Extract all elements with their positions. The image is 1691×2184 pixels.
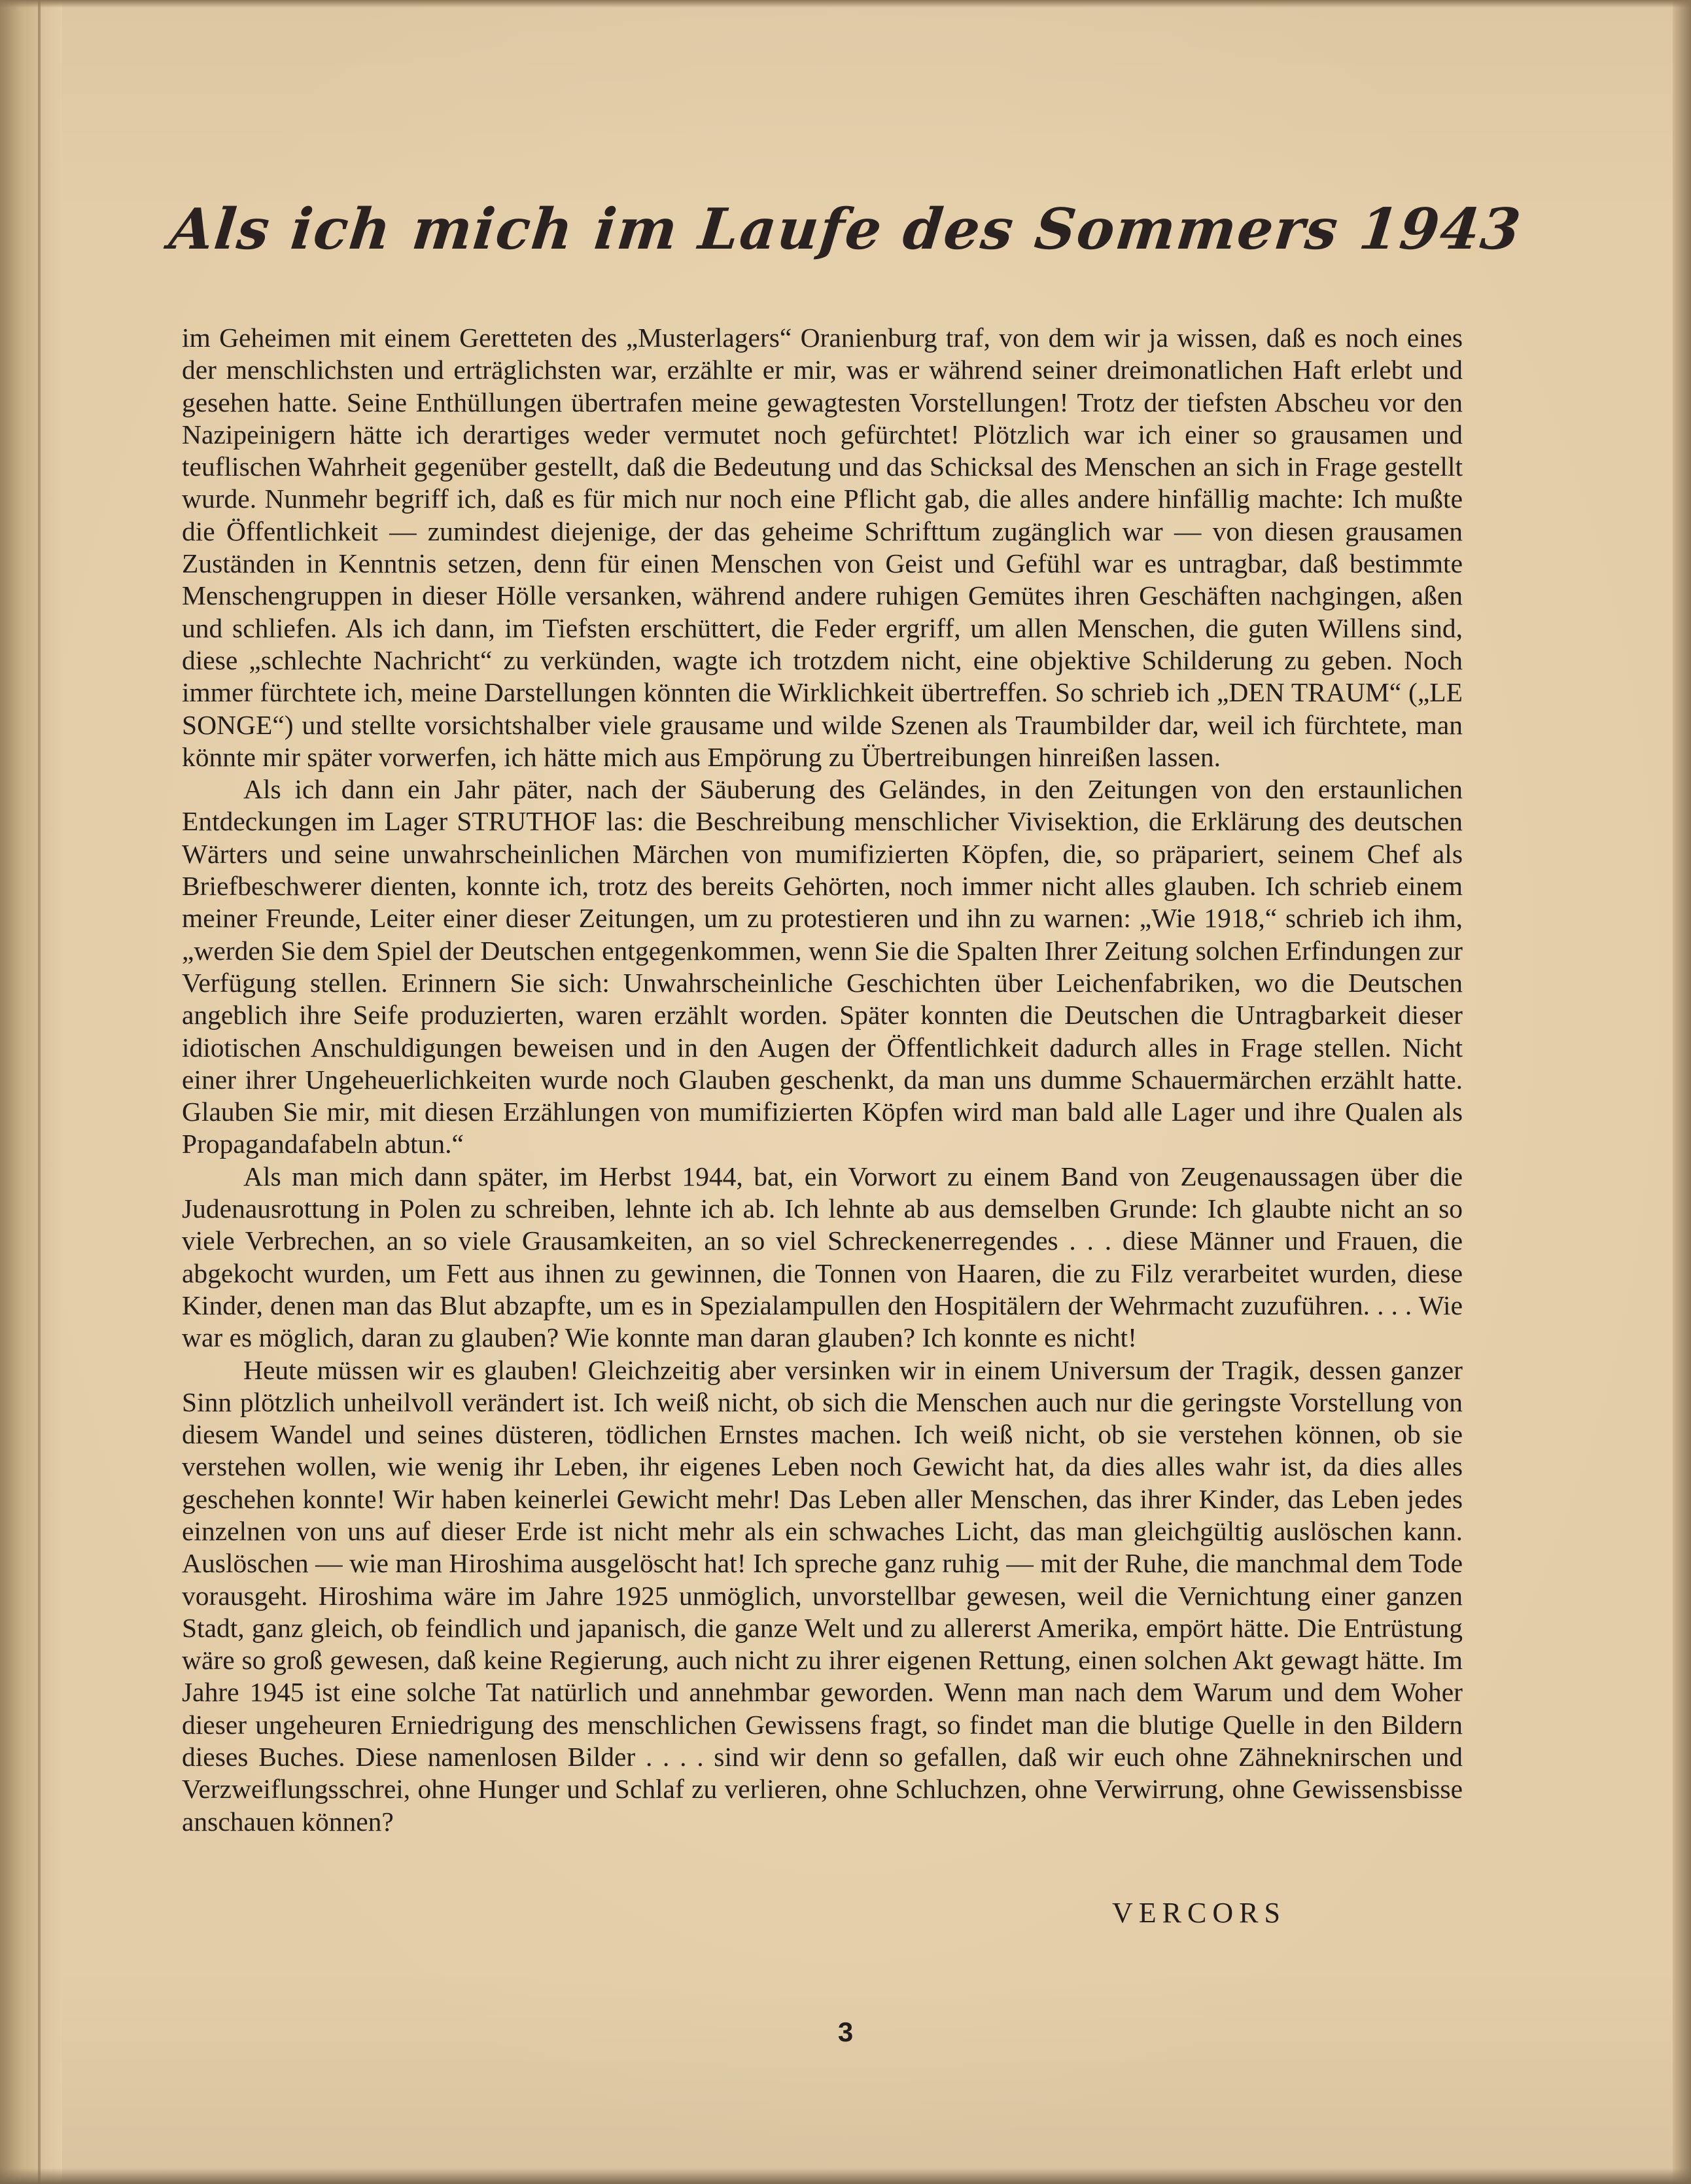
page-number: 3 [837,2017,854,2047]
page-top-edge [0,0,1691,8]
book-spine-shadow [0,0,62,2184]
paragraph-1: im Geheimen mit einem Geretteten des „Musterlagers“ Oranienburg traf, von dem wir ja wissen, daß es noch eines der menschlichsten und erträglichsten war, erzählte er mir, was er während seiner dreimonatlichen Haft erlebt und gesehen hatte. Seine Enthüllungen übertrafen meine gewagtesten Vorstellungen! Trotz der tiefsten Abscheu vor den Nazipeinigern hätte ich derartiges weder vermutet noch gefürchtet! Plötzlich war ich einer so grausamen und teuflischen Wahrheit gegenüber gestellt, daß die Bedeutung und das Schicksal des Menschen an sich in Frage gestellt wurde. Nunmehr begriff ich, daß es für mich nur noch eine Pflicht gab, die alles andere hinfällig machte: Ich mußte die Öffentlichkeit — zumindest diejenige, der das geheime Schrifttum zugänglich war — von diesen grausamen Zuständen in Kenntnis setzen, denn für einen Menschen von Geist und Gefühl war es untragbar, daß bestimmte Menschengruppen in dieser Hölle versanken, während andere ruhigen Gemütes ihren Geschäften nachgingen, aßen und schliefen. Als ich dann, im Tiefsten erschüttert, die Feder ergriff, um allen Menschen, die guten Willens sind, diese „schlechte Nachricht“ zu verkünden, wagte ich trotzdem nicht, eine objektive Schilderung zu geben. Noch immer fürchtete ich, meine Darstellungen könnten die Wirklichkeit übertreffen. So schrieb ich „DEN TRAUM“ („LE SONGE“) und stellte vorsichtshalber viele grausame und wilde Szenen als Traumbilder dar, weil ich fürchtete, man könnte mir später vorwerfen, ich hätte mich aus Empörung zu Übertreibungen hinreißen lassen. [182,323,1463,772]
binding-fold [38,0,41,2184]
page-right-edge [1673,0,1691,2184]
author-signature: VERCORS [1112,1897,1286,1929]
page-title: Als ich mich im Laufe des Sommers 1943 [166,196,1525,262]
body-text [182,322,1463,1838]
paragraph-3: Als man mich dann später, im Herbst 1944, bat, ein Vorwort zu einem Band von Zeugenaussagen über die Judenausrottung in Polen zu schreiben, lehnte ich ab. Ich lehnte ab aus demselben Grunde: Ich glaubte nicht an so viele Verbrechen, an so viele Grausamkeiten, an so viel Schreckenerregendes . . . diese Männer und Frauen, die abgekocht wurden, um Fett aus ihnen zu gewinnen, die Tonnen von Haaren, die zu Filz verarbeitet wurden, diese Kinder, denen man das Blut abzapfte, um es in Spezialampullen den Hospitälern der Wehrmacht zuzuführen. . . . Wie war es möglich, daran zu glauben? Wie konnte man daran glauben? Ich konnte es nicht! [182,1161,1463,1353]
page-bottom-edge [0,2168,1691,2184]
paragraph-2: Als ich dann ein Jahr päter, nach der Säuberung des Geländes, in den Zeitungen von den erstaunlichen Entdeckungen im Lager STRUTHOF las: die Beschreibung menschlicher Vivisektion, die Erklärung des deutschen Wärters und seine unwahrscheinlichen Märchen von mumifizierten Köpfen, die, so präpariert, seinem Chef als Briefbeschwerer dienten, konnte ich, trotz des bereits Gehörten, noch immer nicht alles glauben. Ich schrieb einem meiner Freunde, Leiter einer dieser Zeitungen, um zu protestieren und ihn zu warnen: „Wie 1918,“ schrieb ich ihm, „werden Sie dem Spiel der Deutschen entgegenkommen, wenn Sie die Spalten Ihrer Zeitung solchen Erfindungen zur Verfügung stellen. Erinnern Sie sich: Unwahrscheinliche Geschichten über Leichenfabriken, wo die Deutschen angeblich ihre Seife produzierten, waren erzählt worden. Später konnten die Deutschen die Untragbarkeit dieser idiotischen Anschuldigungen beweisen und in den Augen der Öffentlichkeit dadurch alles in Frage stellen. Nicht einer ihrer Ungeheuerlichkeiten wurde noch Glauben geschenkt, da man uns dumme Schauermärchen erzählt hatte. Glauben Sie mir, mit diesen Erzählungen von mumifizierten Köpfen wird man bald alle Lager und ihre Qualen als Propagandafabeln abtun.“ [182,774,1463,1159]
paragraph-4: Heute müssen wir es glauben! Gleichzeitig aber versinken wir in einem Universum der Tragik, dessen ganzer Sinn plötzlich unheilvoll verändert ist. Ich weiß nicht, ob sich die Menschen auch nur die geringste Vorstellung von diesem Wandel und seines düsteren, tödlichen Ernstes machen. Ich weiß nicht, ob sie verstehen können, ob sie verstehen wollen, wie wenig ihr Leben, ihr eigenes Leben noch Gewicht hat, da dies alles wahr ist, da dies alles geschehen konnte! Wir haben keinerlei Gewicht mehr! Das Leben aller Menschen, das ihrer Kinder, das Leben jedes einzelnen von uns auf dieser Erde ist nicht mehr als ein schwaches Licht, das man gleichgültig auslöschen kann. Auslöschen — wie man Hiroshima ausgelöscht hat! Ich spreche ganz ruhig — mit der Ruhe, die manchmal dem Tode vorausgeht. Hiroshima wäre im Jahre 1925 unmöglich, unvorstellbar gewesen, weil die Vernichtung einer ganzen Stadt, ganz gleich, ob feindlich und japanisch, die ganze Welt und zu allererst Amerika, empört hätte. Die Entrüstung wäre so groß gewesen, daß keine Regierung, auch nicht zu ihrer eigenen Rettung, einen solchen Akt gewagt hätte. Im Jahre 1945 ist eine solche Tat natürlich und annehmbar geworden. Wenn man nach dem Warum und dem Woher dieser ungeheuren Erniedrigung des menschlichen Gewissens fragt, so findet man die blutige Quelle in den Bildern dieses Buches. Diese namenlosen Bilder . . . . sind wir denn so gefallen, daß wir euch ohne Zähneknirschen und Verzweiflungsschrei, ohne Hunger und Schlaf zu verlieren, ohne Schluchzen, ohne Verwirrung, ohne Gewissensbisse anschauen können? [182,1354,1463,1837]
